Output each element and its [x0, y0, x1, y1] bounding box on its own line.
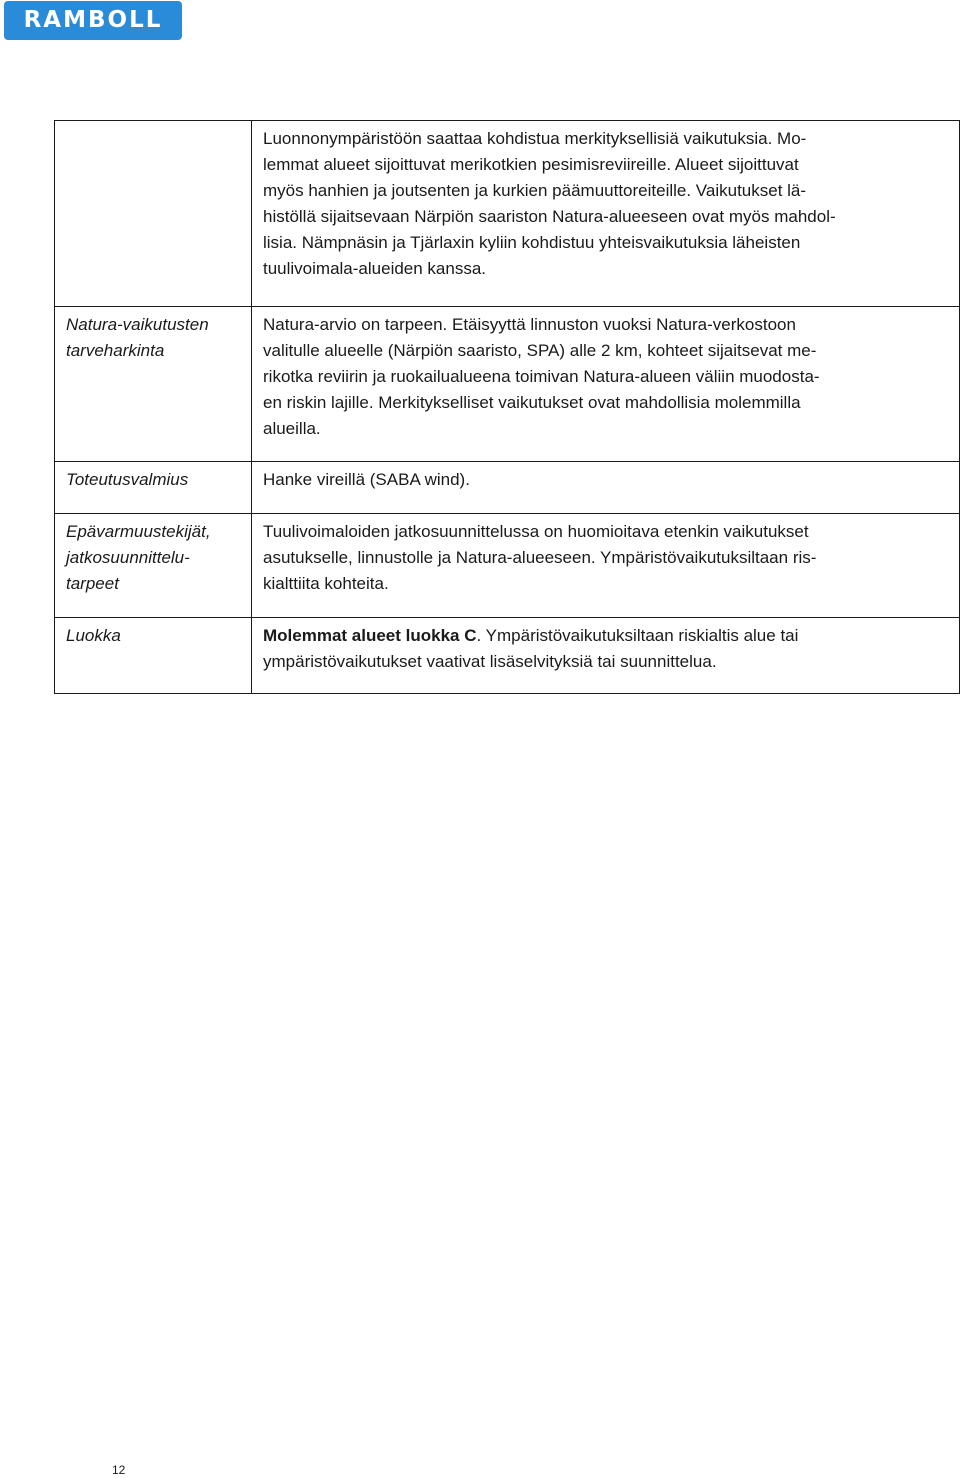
value-line: rikotka reviirin ja ruokailualueena toimivan Natura-alueen väliin muodosta-	[263, 367, 820, 386]
class-rating: Molemmat alueet luokka C	[263, 626, 477, 645]
table-row	[55, 121, 960, 307]
ramboll-logo	[4, 1, 182, 40]
row-label: Natura-vaikutusten	[66, 315, 209, 334]
value-line: tuulivoimala-alueiden kanssa.	[263, 259, 487, 278]
row-label: tarveharkinta	[66, 341, 165, 360]
row-value-cell	[252, 462, 960, 514]
value-line: kialttiita kohteita.	[263, 574, 389, 593]
value-line: asutukselle, linnustolle ja Natura-alueeseen. Ympäristövaikutuksiltaan ris-	[263, 548, 817, 567]
logo-text: RAMBOLL	[23, 7, 163, 33]
assessment-table	[54, 120, 960, 694]
page-number: 12	[112, 1463, 126, 1477]
value-line: alueilla.	[263, 419, 321, 438]
value-line: en riskin lajille. Merkitykselliset vaikutukset ovat mahdollisia molemmilla	[263, 393, 801, 412]
row-value-cell	[252, 307, 960, 462]
table-row	[55, 514, 960, 618]
table-row	[55, 618, 960, 694]
row-value-cell	[252, 514, 960, 618]
value-line: lemmat alueet sijoittuvat merikotkien pesimisreviireille. Alueet sijoittuvat	[263, 155, 799, 174]
value-line: lisia. Nämpnäsin ja Tjärlaxin kyliin kohdistuu yhteisvaikutuksia läheisten	[263, 233, 801, 252]
row-label: jatkosuunnittelu-	[66, 548, 190, 567]
value-text: . Ympäristövaikutuksiltaan riskialtis alue tai	[476, 626, 799, 645]
row-label-cell	[55, 618, 252, 694]
row-label-cell	[55, 514, 252, 618]
value-line: Hanke vireillä (SABA wind).	[263, 470, 470, 489]
value-line: Luonnonympäristöön saattaa kohdistua merkityksellisiä vaikutuksia. Mo-	[263, 129, 807, 148]
row-label: Luokka	[66, 626, 121, 645]
row-label: Toteutusvalmius	[66, 470, 189, 489]
value-line: myös hanhien ja joutsenten ja kurkien päämuuttoreiteille. Vaikutukset lä-	[263, 181, 807, 200]
row-value-cell	[252, 618, 960, 694]
value-line: valitulle alueelle (Närpiön saaristo, SPA) alle 2 km, kohteet sijaitsevat me-	[263, 341, 817, 360]
value-line: ympäristövaikutukset vaativat lisäselvityksiä tai suunnittelua.	[263, 652, 717, 671]
row-value-cell	[252, 121, 960, 307]
row-label: tarpeet	[66, 574, 119, 593]
value-line: Tuulivoimaloiden jatkosuunnittelussa on huomioitava etenkin vaikutukset	[263, 522, 809, 541]
row-label: Epävarmuustekijät,	[66, 522, 211, 541]
row-label-cell	[55, 307, 252, 462]
value-line: Natura-arvio on tarpeen. Etäisyyttä linnuston vuoksi Natura-verkostoon	[263, 315, 796, 334]
value-line: histöllä sijaitsevaan Närpiön saariston Natura-alueeseen ovat myös mahdol-	[263, 207, 836, 226]
table-row	[55, 462, 960, 514]
row-label-cell	[55, 462, 252, 514]
value-line	[263, 623, 949, 649]
table-row	[55, 307, 960, 462]
row-label-cell	[55, 121, 252, 307]
